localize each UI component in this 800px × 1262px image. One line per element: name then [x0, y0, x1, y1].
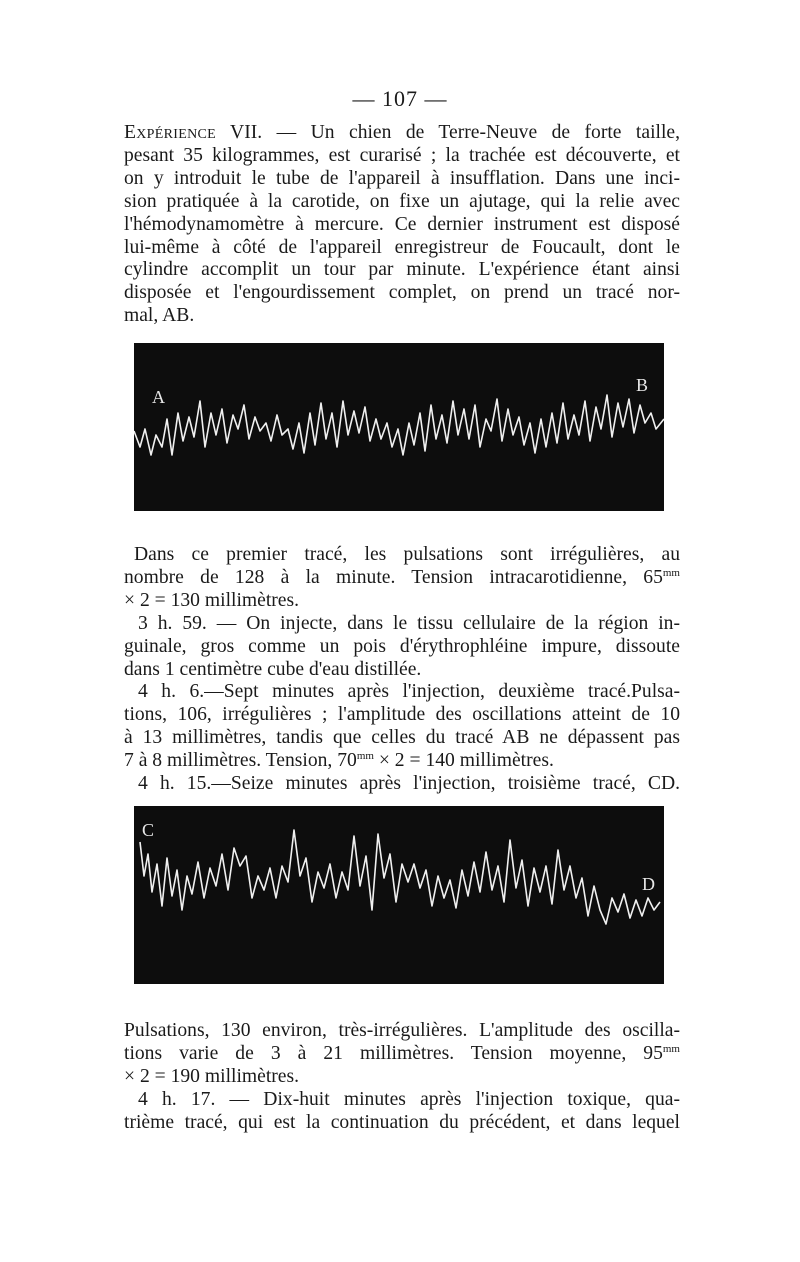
text-line: Dans ce premier tracé, les pulsations sont irrégulières, au — [134, 544, 680, 565]
text-line: × 2 = 190 millimètres. — [124, 1065, 300, 1087]
text-line: pesant 35 kilogrammes, est curarisé ; la trachée est découverte, et — [124, 144, 680, 166]
trace-label-c: C — [142, 820, 155, 840]
paragraph-pulsations — [124, 1020, 680, 1135]
pulse-waveform — [134, 395, 664, 455]
text-line: trième tracé, qui est la continuation du précédent, et dans lequel — [124, 1111, 680, 1133]
text-line: Pulsations, 130 environ, très-irrégulières. L'amplitude des oscilla- — [124, 1020, 680, 1041]
text-line: l'hémodynamomètre à mercure. Ce dernier instrument est disposé — [124, 213, 680, 235]
text-line: guinale, gros comme un pois d'érythrophléine impure, dissoute — [124, 635, 680, 657]
text-line: dans 1 centimètre cube d'eau distillée. — [124, 658, 422, 680]
paragraph-observations — [124, 544, 680, 796]
text-line: tions, 106, irrégulières ; l'amplitude des oscillations atteint de 10 — [124, 704, 680, 726]
text-line: 3 h. 59. — On injecte, dans le tissu cellulaire de la région in- — [138, 612, 680, 634]
text-line: mal, AB. — [124, 305, 195, 327]
text-line: nombre de 128 à la minute. Tension intracarotidienne, $65^{mm}$ — [124, 566, 680, 588]
text-line: 4 h. 15.—Seize minutes après l'injection, troisième tracé, CD. — [138, 773, 680, 795]
page-number: — 107 — — [352, 86, 448, 111]
paragraph-experience-vii — [124, 122, 680, 328]
unit-superscript: mm — [662, 566, 680, 579]
text-line: 4 h. 6.—Sept minutes après l'injection, deuxième tracé.Pulsa- — [138, 681, 680, 703]
trace-label-a: A — [152, 387, 165, 407]
text-line: tions varie de 3 à 21 millimètres. Tension moyenne, $95^{mm}$ — [124, 1042, 680, 1064]
text-line: lui-même à côté de l'appareil enregistreur de Foucault, dont le — [124, 236, 680, 258]
text-line: on y introduit le tube de l'appareil à insufflation. Dans une inci- — [124, 167, 680, 189]
experience-heading: Expérience — [124, 122, 216, 143]
trace-label-d: D — [642, 874, 655, 894]
text-line: à 13 millimètres, tandis que celles du tracé AB ne dépassent pas — [124, 727, 680, 749]
pulse-waveform — [140, 830, 660, 924]
trace-label-b: B — [636, 375, 649, 395]
text-line: Expérience VII. — Un chien de Terre-Neuve de forte taille, — [124, 122, 680, 143]
text-line: × 2 = 130 millimètres. — [124, 589, 300, 611]
unit-superscript: mm — [662, 1042, 680, 1055]
text-line: disposée et l'engourdissement complet, on prend un tracé nor- — [124, 282, 680, 304]
unit-superscript: mm — [356, 750, 374, 763]
text-line: 7 à 8 millimètres. Tension, $70^{mm} \times 2 = 140$ millimètres. — [124, 750, 554, 772]
text-line: cylindre accomplit un tour par minute. L'expérience étant ainsi — [124, 259, 680, 281]
text-line: sion pratiquée à la carotide, on fixe un ajutage, qui la relie avec — [124, 190, 680, 212]
pulse-trace-cd — [134, 806, 664, 984]
pulse-trace-ab — [134, 343, 664, 511]
text-line: 4 h. 17. — Dix-huit minutes après l'injection toxique, qua- — [138, 1088, 680, 1110]
